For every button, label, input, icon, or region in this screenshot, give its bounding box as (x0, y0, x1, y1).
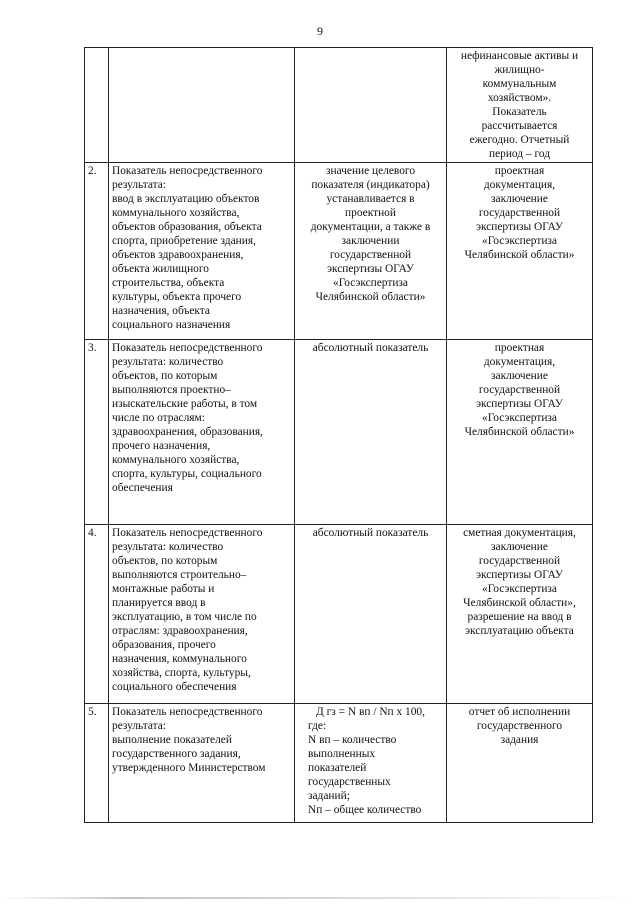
cell-text-line: проектная (494, 165, 545, 177)
cell-text-line: «Госэкспертиза (482, 412, 557, 424)
cell-text-line: результата: количество (112, 541, 224, 553)
cell-text-line: государственной (478, 207, 561, 219)
page-number: 9 (317, 24, 323, 38)
cell-text-line: экспертизы ОГАУ (476, 221, 563, 233)
cell-text-line: Челябинской области» (315, 291, 426, 303)
cell-text-line: проектная (494, 342, 545, 354)
indicator-name-cell (109, 525, 295, 704)
cell-text-line: здравоохранения, образования, (112, 426, 263, 438)
cell-text-line: объектов, по которым (112, 370, 218, 382)
cell-text-line: «Госэкспертиза (482, 583, 557, 595)
cell-text-line: хозяйства, спорта, культуры, (112, 667, 251, 679)
cell-text-line: устанавливается в (326, 193, 415, 205)
cell-text-line: социального назначения (112, 319, 231, 331)
cell-text-line: образования, прочего (112, 639, 216, 651)
cell-text-line: заданий; (308, 790, 350, 802)
cell-text-line: показателя (индикатора) (311, 179, 430, 191)
cell-text-line: задания (500, 734, 539, 746)
row-number-cell: 3. (85, 340, 109, 525)
cell-text-line: Челябинской области» (464, 426, 575, 438)
indicators-table (84, 47, 593, 823)
calculation-method-cell (295, 340, 447, 525)
cell-text-line: сметная документация, (463, 527, 576, 539)
calculation-method-cell (295, 163, 447, 340)
cell-text-line: изыскательские работы, в том (112, 398, 258, 410)
cell-text-line: документация, (483, 179, 556, 191)
cell-text-line: государственной (329, 249, 412, 261)
cell-text-line: период – год (488, 148, 551, 160)
cell-text-line: Показатель непосредственного (112, 165, 263, 177)
cell-text-line: утвержденного Министерством (112, 762, 266, 774)
calculation-method-cell (295, 48, 447, 163)
cell-text-line: абсолютный показатель (312, 527, 429, 539)
cell-text-line: Показатель непосредственного (112, 706, 263, 718)
cell-text-line: «Госэкспертиза (333, 277, 408, 289)
cell-text-line: ввод в эксплуатацию объектов (112, 193, 260, 205)
cell-text-line: где: (308, 720, 327, 732)
cell-text-line: отчет об исполнении (468, 706, 571, 718)
data-source-cell (447, 163, 593, 340)
cell-text-line: назначения, коммунального (112, 653, 247, 665)
cell-text-line: коммунального хозяйства, (112, 454, 240, 466)
cell-text-line: государственной (478, 384, 561, 396)
cell-text-line: отраслям: здравоохранения, (112, 625, 248, 637)
cell-text-line: Показатель (492, 106, 547, 118)
cell-text-line: экспертизы ОГАУ (476, 569, 563, 581)
row-number-cell: 4. (85, 525, 109, 704)
cell-text-line: выполнение показателей (112, 734, 232, 746)
indicator-name-cell (109, 163, 295, 340)
indicator-name-cell (109, 704, 295, 823)
table-row (85, 340, 593, 525)
cell-text-line: абсолютный показатель (312, 342, 429, 354)
cell-text-line: заключение (491, 541, 548, 553)
cell-text-line: прочего назначения, (112, 440, 211, 452)
cell-text-line: проектной (345, 207, 396, 219)
cell-text-line: объектов образования, объекта (112, 221, 262, 233)
cell-text-line: выполняются проектно– (112, 384, 231, 396)
cell-text-line: Челябинской области», (463, 597, 576, 609)
cell-text-line: Показатель непосредственного (112, 527, 263, 539)
cell-text-line: заключение (491, 193, 548, 205)
cell-text-line: эксплуатацию объекта (465, 625, 574, 637)
cell-text-line: рассчитывается (481, 120, 558, 132)
row-number-cell: 5. (85, 704, 109, 823)
cell-text-line: монтажные работы и (112, 583, 215, 595)
cell-text-line: «Госэкспертиза (482, 235, 557, 247)
formula-text: Д гз = N вп / Nп x 100, (316, 706, 425, 718)
scan-edge-mark (0, 897, 640, 899)
cell-text-line: культуры, объекта прочего (112, 291, 242, 303)
cell-text-line: Показатель непосредственного (112, 342, 263, 354)
cell-text-line: документация, (483, 356, 556, 368)
cell-text-line: разрешение на ввод в (467, 611, 572, 623)
cell-text-line: документации, а также в (310, 221, 431, 233)
cell-text-line: обеспечения (112, 482, 173, 494)
calculation-method-cell (295, 704, 447, 823)
table-row (85, 163, 593, 340)
cell-text-line: ежегодно. Отчетный (469, 134, 570, 146)
cell-text-line: нефинансовые активы и (460, 50, 579, 62)
table-row (85, 704, 593, 823)
cell-text-line: выполненных (308, 748, 376, 760)
row-number-cell: 2. (85, 163, 109, 340)
cell-text-line: коммунального хозяйства, (112, 207, 240, 219)
cell-text-line: государственной (478, 555, 561, 567)
data-source-cell (447, 525, 593, 704)
indicator-name-cell (109, 48, 295, 163)
data-source-cell (447, 48, 593, 163)
cell-text-line: результата: (112, 179, 167, 191)
indicator-name-cell (109, 340, 295, 525)
cell-text-line: объектов, по которым (112, 555, 218, 567)
cell-text-line: жилищно- (494, 64, 545, 76)
cell-text-line: показателей (308, 762, 367, 774)
cell-text-line: социального обеспечения (112, 681, 237, 693)
cell-text-line: значение целевого (325, 165, 416, 177)
cell-text-line: назначения, объекта (112, 305, 210, 317)
cell-text-line: Nп – общее количество (308, 804, 422, 816)
calculation-method-cell (295, 525, 447, 704)
cell-text-line: государственного (476, 720, 563, 732)
cell-text-line: заключении (341, 235, 400, 247)
cell-text-line: государственных (308, 776, 391, 788)
cell-text-line: коммунальным (482, 78, 557, 90)
table-row (85, 525, 593, 704)
cell-text-line: результата: (112, 720, 167, 732)
row-number-cell (85, 48, 109, 163)
cell-text-line: Челябинской области» (464, 249, 575, 261)
cell-text-line: спорта, культуры, социального (112, 468, 262, 480)
cell-text-line: экспертизы ОГАУ (327, 263, 414, 275)
cell-text-line: объекта жилищного (112, 263, 209, 275)
table-row (85, 48, 593, 163)
cell-text-line: объектов здравоохранения, (112, 249, 244, 261)
cell-text-line: результата: количество (112, 356, 224, 368)
cell-text-line: строительства, объекта (112, 277, 225, 289)
cell-text-line: планируется ввод в (112, 597, 206, 609)
cell-text-line: числе по отраслям: (112, 412, 205, 424)
data-source-cell (447, 704, 593, 823)
cell-text-line: спорта, приобретение здания, (112, 235, 256, 247)
cell-text-line: эксплуатацию, в том числе по (112, 611, 257, 623)
cell-text-line: государственного задания, (112, 748, 241, 760)
cell-text-line: выполняются строительно– (112, 569, 247, 581)
cell-text-line: экспертизы ОГАУ (476, 398, 563, 410)
data-source-cell (447, 340, 593, 525)
cell-text-line: заключение (491, 370, 548, 382)
cell-text-line: N вп – количество (308, 734, 397, 746)
cell-text-line: хозяйством». (487, 92, 552, 104)
